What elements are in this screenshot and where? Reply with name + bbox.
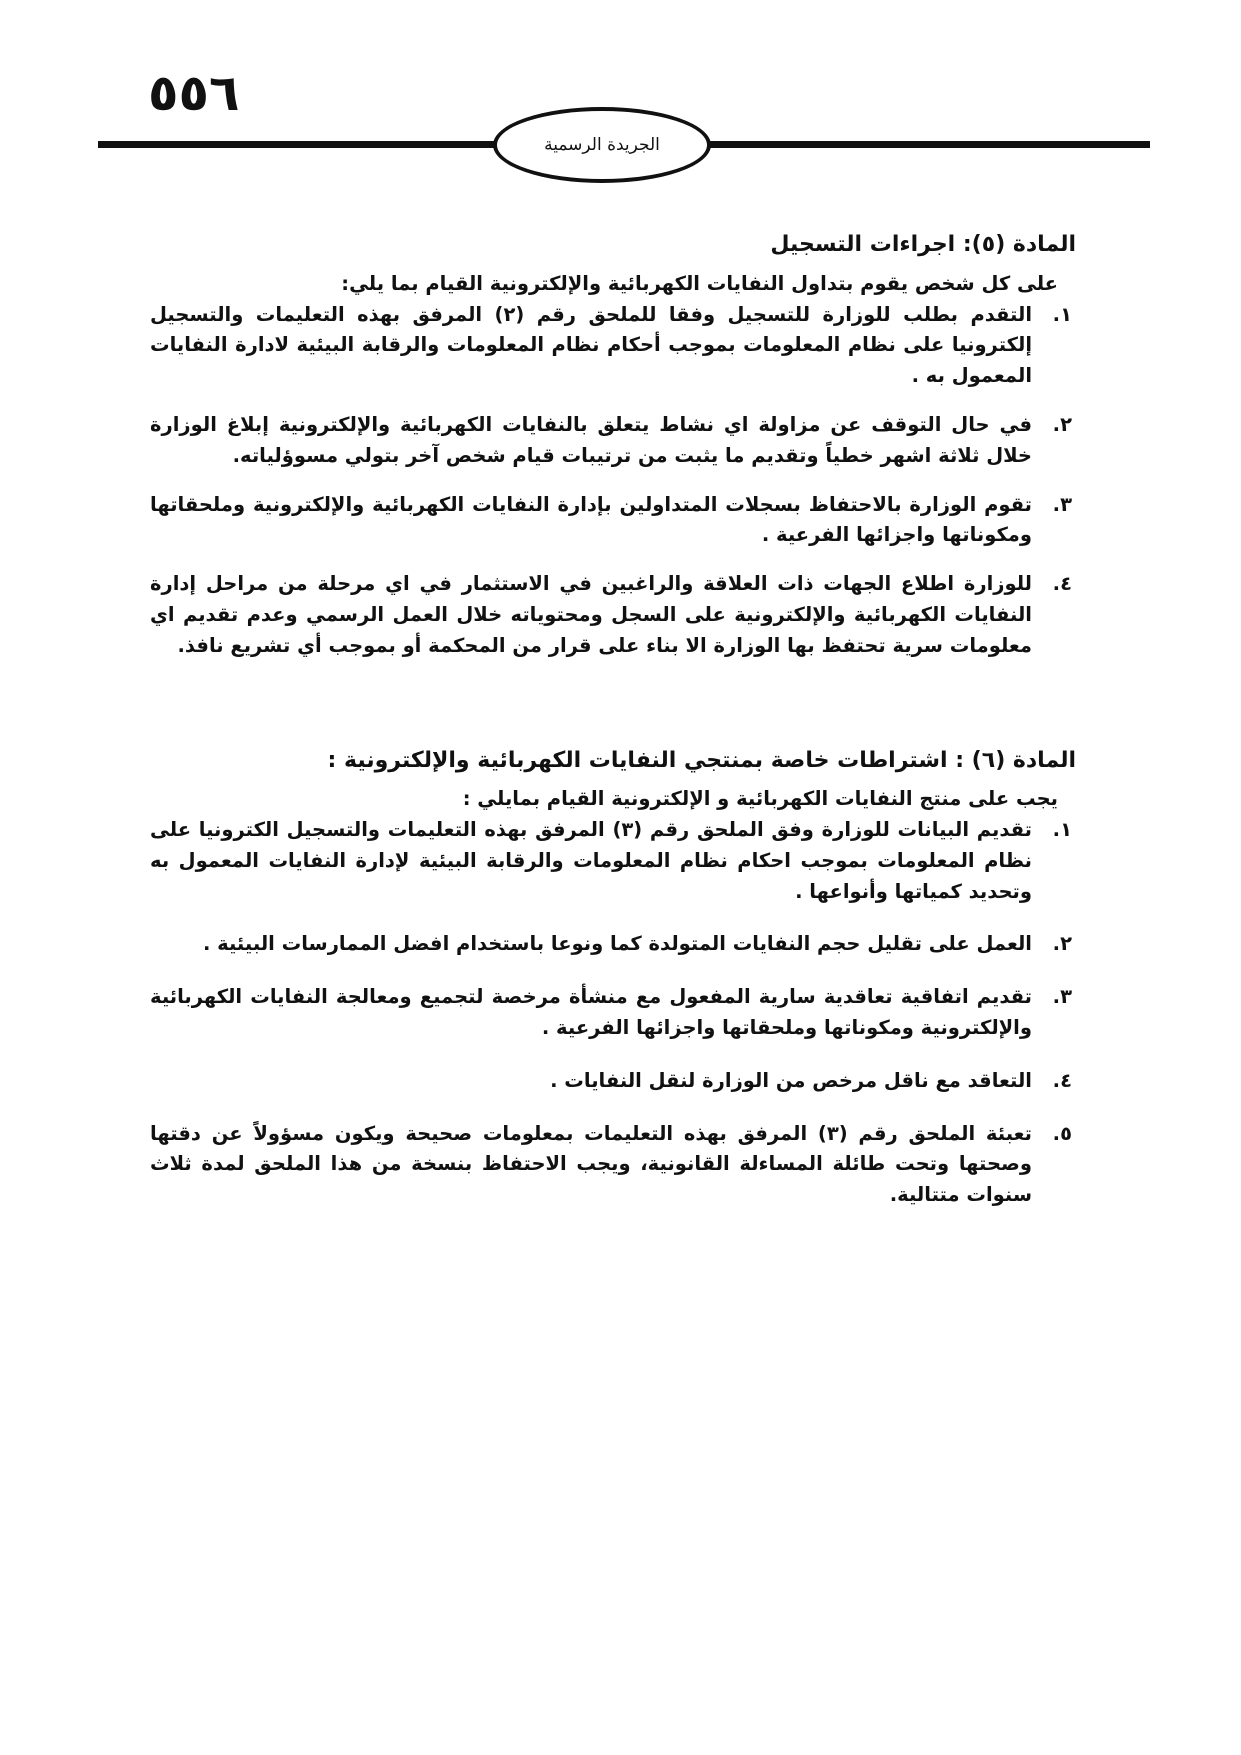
item-text: العمل على تقليل حجم النفايات المتولدة كما ونوعا باستخدام افضل الممارسات البيئية . bbox=[202, 932, 1032, 956]
item-number: ٣. bbox=[1052, 492, 1072, 516]
article-6-list bbox=[150, 815, 1072, 1211]
list-item bbox=[150, 300, 1072, 392]
gazette-title: الجريدة الرسمية bbox=[544, 135, 660, 155]
item-number: ٣. bbox=[1052, 985, 1072, 1009]
item-number: ٢. bbox=[1052, 412, 1072, 436]
item-number: ٤. bbox=[1052, 1068, 1072, 1092]
list-item bbox=[150, 815, 1072, 907]
page-number: ٥٥٦ bbox=[148, 64, 240, 122]
article-5-heading: المادة (٥): اجراءات التسجيل bbox=[770, 232, 1076, 257]
item-text: التقدم بطلب للوزارة للتسجيل وفقا للملحق رقم (٢) المرفق بهذه التعليمات والتسجيل إلكترونيا على نظام المعلومات بموجب أحكام نظام المعلومات والرقابة البيئية لادارة النفايات المعمول به . bbox=[150, 302, 1032, 388]
item-text: في حال التوقف عن مزاولة اي نشاط يتعلق بالنفايات الكهربائية والإلكترونية إبلاغ الوزارة خلال ثلاثة اشهر خطياً وتقديم ما يثبت من ترتيبات قيام شخص آخر بتولي مسوؤلياته. bbox=[150, 412, 1032, 467]
article-6-intro: يجب على منتج النفايات الكهربائية و الإلكترونية القيام بمايلي : bbox=[462, 787, 1058, 811]
item-text: تقديم اتفاقية تعاقدية سارية المفعول مع منشأة مرخصة لتجميع ومعالجة النفايات الكهربائية والإلكترونية ومكوناتها وملحقاتها واجزائها الفرعية . bbox=[150, 985, 1032, 1040]
item-number: ١. bbox=[1052, 302, 1072, 326]
item-number: ١. bbox=[1052, 818, 1072, 842]
item-number: ٥. bbox=[1052, 1121, 1072, 1145]
item-number: ٢. bbox=[1052, 932, 1072, 956]
article-5-list bbox=[150, 300, 1072, 662]
list-item bbox=[150, 490, 1072, 552]
item-text: تعبئة الملحق رقم (٣) المرفق بهذه التعليمات بمعلومات صحيحة ويكون مسؤولاً عن دقتها وصحتها وتحت طائلة المساءلة القانونية، ويجب الاحتفاظ بنسخة من هذا الملحق لمدة ثلاث سنوات متتالية. bbox=[150, 1121, 1032, 1207]
item-text: للوزارة اطلاع الجهات ذات العلاقة والراغبين في الاستثمار في اي مرحلة من مراحل إدارة النفايات الكهربائية والإلكترونية على السجل ومحتوياته خلال العمل الرسمي وعدم تقديم اي معلومات سرية تحتفظ بها الوزارة الا بناء على قرار من المحكمة أو بموجب أي تشريع نافذ. bbox=[150, 572, 1032, 657]
gazette-title-oval bbox=[493, 107, 711, 183]
list-item bbox=[150, 929, 1072, 960]
item-number: ٤. bbox=[1052, 572, 1072, 596]
item-text: تقديم البيانات للوزارة وفق الملحق رقم (٣) المرفق بهذه التعليمات والتسجيل الكترونيا على نظام المعلومات بموجب احكام نظام المعلومات والرقابة البيئية لإدارة النفايات المعمول به وتحديد كمياتها وأنواعها . bbox=[150, 818, 1032, 903]
article-5-intro: على كل شخص يقوم بتداول النفايات الكهربائية والإلكترونية القيام بما يلي: bbox=[341, 271, 1058, 295]
list-item bbox=[150, 982, 1072, 1044]
page-content bbox=[150, 228, 1076, 1233]
list-item bbox=[150, 1066, 1072, 1097]
list-item bbox=[150, 1119, 1072, 1211]
list-item bbox=[150, 569, 1072, 661]
item-text: التعاقد مع ناقل مرخص من الوزارة لنقل النفايات . bbox=[550, 1068, 1032, 1092]
article-6-heading: المادة (٦) : اشتراطات خاصة بمنتجي النفايات الكهربائية والإلكترونية : bbox=[327, 747, 1076, 773]
list-item bbox=[150, 410, 1072, 472]
item-text: تقوم الوزارة بالاحتفاظ بسجلات المتداولين بإدارة النفايات الكهربائية والإلكترونية وملحقاتها ومكوناتها واجزائها الفرعية . bbox=[150, 492, 1032, 547]
